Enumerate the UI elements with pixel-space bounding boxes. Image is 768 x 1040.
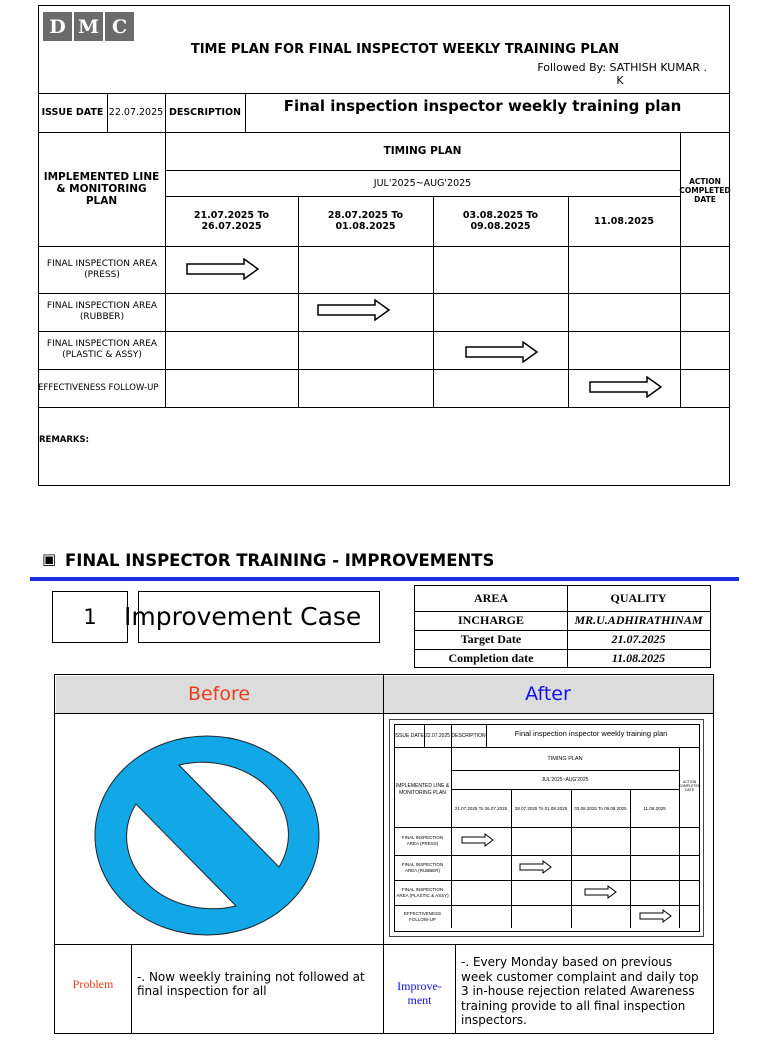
case-info-table	[414, 585, 711, 668]
row-label: FINAL INSPECTION AREA (PRESS)	[46, 258, 158, 280]
case-title: Improvement Case	[124, 602, 362, 631]
row-label: EFFECTIVENESS FOLLOW-UP	[38, 383, 159, 393]
mini-week-header: 11.08.2025	[643, 805, 666, 811]
period-label: JUL'2025~AUG'2025	[373, 177, 472, 189]
mini-week-header: 03.08.2025 To 09.08.2025	[574, 805, 627, 811]
target-date-value: 21.07.2025	[611, 632, 666, 646]
week-header: 28.07.2025 To 01.08.2025	[327, 210, 404, 232]
section-bullet: ▣	[42, 550, 57, 568]
week-header: 11.08.2025	[593, 215, 655, 227]
issue-date-value: 22.07.2025	[108, 107, 164, 118]
mini-week-header: 21.07.2025 To 26.07.2025	[454, 805, 508, 811]
followed-by-line1: Followed By: SATHISH KUMAR .	[537, 61, 707, 74]
right-arrow-icon	[589, 376, 663, 398]
logo-letter: C	[105, 12, 134, 41]
remarks-label: REMARKS:	[39, 435, 90, 445]
mini-row-label: FINAL INSPECTION AREA (RUBBER)	[401, 861, 444, 873]
problem-text: -. Now weekly training not followed at final inspection for all	[137, 970, 365, 998]
completion-date-label: Completion date	[448, 650, 534, 665]
mini-issue-label: ISSUE DATE	[394, 732, 424, 739]
logo-letter: D	[43, 12, 72, 41]
mini-row-label: FINAL INSPECTION AREA (PRESS)	[401, 835, 444, 846]
mini-description-label: DESCRIPTION	[451, 732, 486, 739]
right-arrow-icon	[317, 299, 391, 321]
mini-action-label: ACTION COMPLETED DATE	[678, 780, 701, 792]
right-arrow-icon	[639, 909, 672, 923]
incharge-label: INCHARGE	[457, 613, 524, 627]
right-arrow-icon	[186, 258, 260, 280]
week-header: 03.08.2025 To 09.08.2025	[462, 210, 539, 232]
before-header: Before	[187, 683, 251, 705]
timing-plan-label: TIMING PLAN	[383, 145, 462, 157]
incharge-value: MR.U.ADHIRATHINAM	[574, 613, 703, 627]
after-header: After	[525, 683, 571, 705]
description-label: DESCRIPTION	[168, 107, 242, 118]
action-completed-label: ACTION COMPLETED DATE	[679, 176, 731, 204]
target-date-label: Target Date	[460, 632, 522, 646]
mini-period: JUL'2025~AUG'2025	[541, 776, 589, 783]
mini-timing-plan: TIMING PLAN	[547, 755, 583, 762]
implemented-label: IMPLEMENTED LINE & MONITORING PLAN	[43, 171, 160, 207]
followed-by-line2: K	[616, 74, 624, 87]
right-arrow-icon	[465, 341, 539, 363]
after-plan-screenshot	[389, 719, 704, 937]
plan-title: TIME PLAN FOR FINAL INSPECTOT WEEKLY TRAINING PLAN	[190, 41, 620, 57]
mini-row-label: FINAL INSPECTION AREA (PLASTIC & ASSY)	[396, 886, 449, 898]
completion-date-value: 11.08.2025	[611, 650, 666, 665]
problem-label: Problem	[72, 977, 114, 991]
mini-issue-date: 22.07.2025	[424, 732, 451, 739]
area-value: QUALITY	[610, 591, 667, 605]
logo-letter: M	[74, 12, 103, 41]
issue-date-label: ISSUE DATE	[41, 107, 104, 118]
mini-week-header: 28.07.2025 To 01.08.2025	[514, 805, 568, 811]
week-header: 21.07.2025 To 26.07.2025	[193, 210, 270, 232]
improvement-label: Improve-ment	[397, 978, 442, 1007]
mini-row-label: EFFECTIVENESS FOLLOW-UP	[403, 910, 441, 922]
right-arrow-icon	[461, 833, 494, 847]
area-label: AREA	[473, 591, 508, 605]
case-number: 1	[52, 591, 128, 643]
description-value: Final inspection inspector weekly training plan	[283, 97, 682, 115]
mini-implemented-label: IMPLEMENTED LINE & MONITORING PLAN	[395, 783, 450, 796]
section-title: FINAL INSPECTOR TRAINING - IMPROVEMENTS	[65, 551, 495, 570]
section-rule	[30, 577, 739, 581]
improvement-text: -. Every Monday based on previous week customer complaint and daily top 3 in-house rejection related Awareness training provide to all final inspection inspectors.	[461, 955, 699, 1027]
prohibited-sign-icon	[94, 735, 322, 937]
right-arrow-icon	[584, 885, 617, 899]
row-label: FINAL INSPECTION AREA (RUBBER)	[46, 301, 158, 322]
row-label: FINAL INSPECTION AREA (PLASTIC & ASSY)	[46, 339, 158, 360]
right-arrow-icon	[519, 860, 552, 874]
mini-description: Final inspection inspector weekly training plan	[514, 728, 668, 738]
